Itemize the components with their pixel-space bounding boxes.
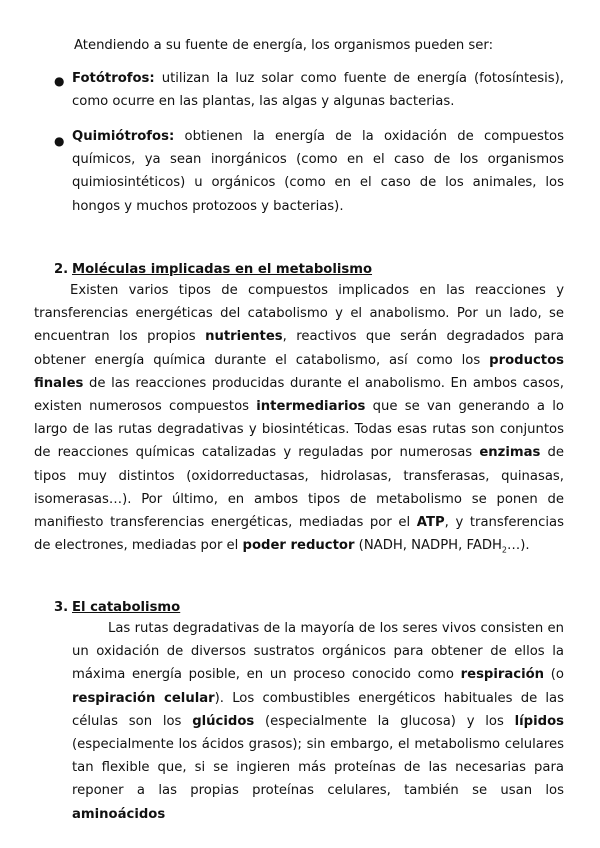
section-3-number: 3. <box>54 600 69 615</box>
bullet-fototrofos: Fotótrofos: utilizan la luz solar como fuente de energía (fotosíntesis), como ocurre en las plantas, las algas y algunas bacterias. <box>72 71 564 110</box>
bold-glucidos: glúcidos <box>192 713 255 729</box>
bold-productos-finales: productos finales <box>34 352 564 391</box>
bullet-dot-icon: ● <box>54 74 65 88</box>
bold-intermediarios: intermediarios <box>256 399 366 415</box>
bullet-quimiotrofos: Quimiótrofos: obtienen la energía de la oxidación de compuestos químicos, ya sean inorgánicos (como en el caso de los organismos quimiosintéticos) u orgánicos (como en el caso de los animales, los hongos y muchos protozoos y bacterias). <box>72 129 564 214</box>
bold-aminoacidos: aminoácidos <box>72 806 166 822</box>
section-3-heading <box>54 596 180 619</box>
bold-respiracion: respiración <box>460 667 545 683</box>
section-2-paragraph: Existen varios tipos de compuestos implicados en las reacciones y transferencias energéticas del catabolismo y el anabolismo. Por un lado, se encuentran los propios nutrientes, reactivos que serán degradados para obtener energía química durante el catabolismo, así como los productos finales de las reacciones producidas durante el anabolismo. En ambos casos, existen numerosos compuestos intermediarios que se van generando a lo largo de las rutas degradativas y biosintéticas. Todas esas rutas son conjuntos de reacciones químicas catalizadas y reguladas por numerosas enzimas de tipos muy distintos (oxidorreductasas, hidrolasas, transferasas, quinasas, isomerasas…). Por último, en ambos tipos de metabolismo se ponen de manifiesto transferencias energéticas, mediadas por el ATP, y transferencias de electrones, mediadas por el poder reductor (NADH, NADPH, $FADH_2\dots$). <box>34 283 564 555</box>
term-quimiotrofos: Quimiótrofos: <box>72 129 175 144</box>
section-3-paragraph: Las rutas degradativas de la mayoría de los seres vivos consisten en un oxidación de diversos sustratos orgánicos para obtener de ellos la máxima energía posible, en un proceso conocido como respiración (o respiración celular). Los combustibles energéticos habituales de las células son los glúcidos (especialmente la glucosa) y los lípidos (especialmente los ácidos grasos); sin embargo, el metabolismo celulares tan flexible que, si se ingieren más proteínas de las necesarias para reponer a las propias proteínas celulares, también se usan los aminoácidos <box>72 621 565 822</box>
section-2-heading <box>54 258 372 281</box>
section-3-title: El catabolismo <box>72 600 181 615</box>
bold-atp: ATP <box>416 515 445 531</box>
bullet-dot-icon: ● <box>54 134 65 148</box>
bold-lipidos: lípidos <box>514 713 564 729</box>
section-2-title: Moléculas implicadas en el metabolismo <box>72 262 373 277</box>
intro-text: Atendiendo a su fuente de energía, los organismos pueden ser: <box>74 38 494 53</box>
bold-poder-reductor: poder reductor <box>242 538 355 554</box>
bold-respiracion-celular: respiración celular <box>72 690 215 706</box>
section-2-number: 2. <box>54 262 69 277</box>
bold-enzimas: enzimas <box>479 445 541 461</box>
bold-nutrientes: nutrientes <box>205 329 283 345</box>
term-fototrofos: Fotótrofos: <box>72 71 155 86</box>
